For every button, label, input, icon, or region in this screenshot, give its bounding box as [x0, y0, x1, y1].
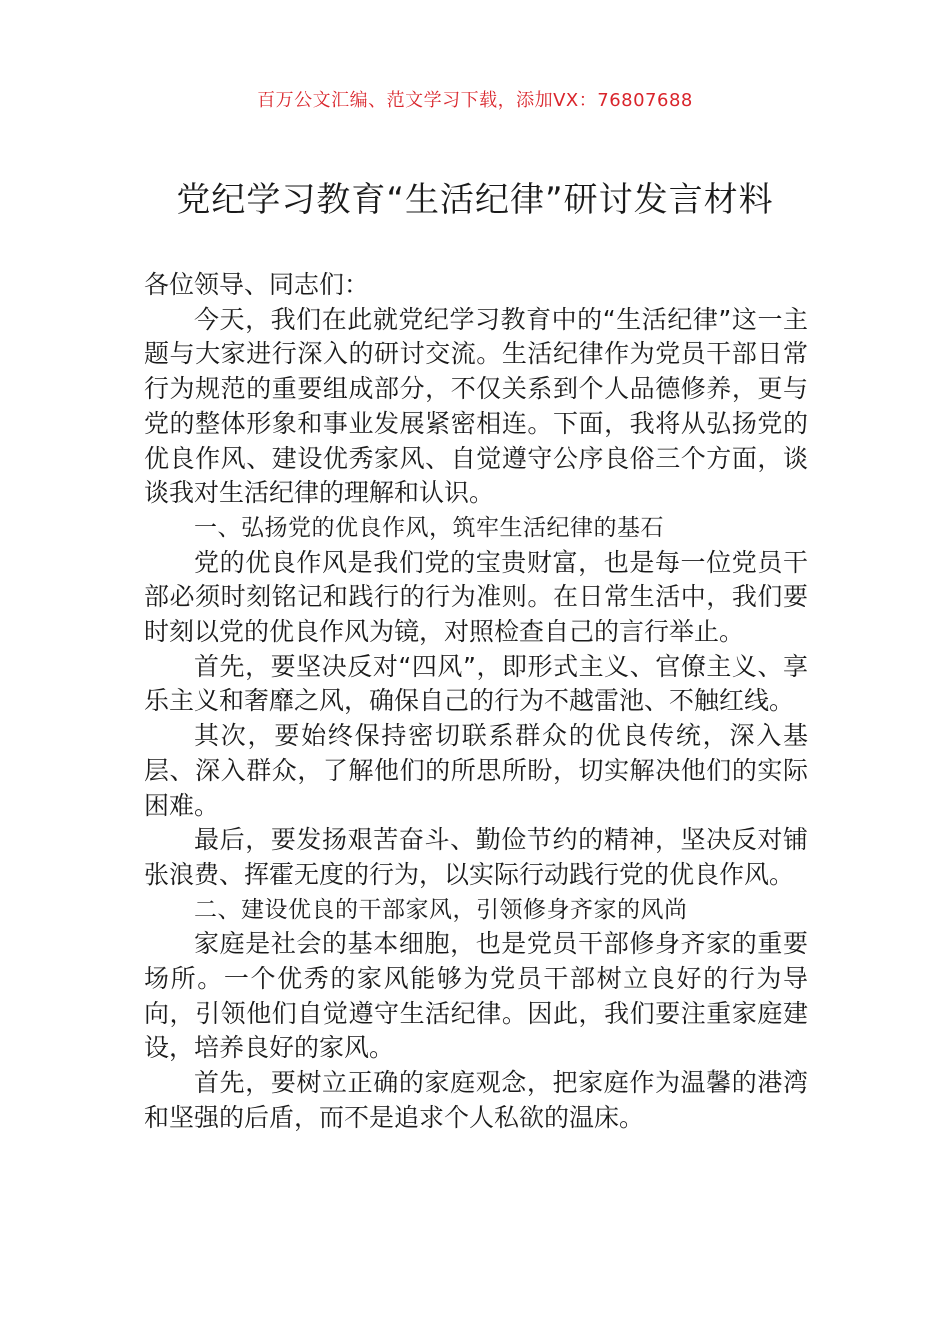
paragraph-intro: 今天，我们在此就党纪学习教育中的“生活纪律”这一主题与大家进行深入的研讨交流。生活纪律作为党员干部日常行为规范的重要组成部分，不仅关系到个人品德修养，更与党的整体形象和事业发展紧密相连。下面，我将从弘扬党的优良作风、建设优秀家风、自觉遵守公序良俗三个方面，谈谈我对生活纪律的理解和认识。 [144, 304, 808, 508]
paragraph: 首先，要树立正确的家庭观念，把家庭作为温馨的港湾和坚强的后盾，而不是追求个人私欲的温床。 [144, 1068, 808, 1132]
document-body [144, 268, 808, 1136]
paragraph: 家庭是社会的基本细胞，也是党员干部修身齐家的重要场所。一个优秀的家风能够为党员干部树立良好的行为导向，引领他们自觉遵守生活纪律。因此，我们要注重家庭建设，培养良好的家风。 [144, 929, 808, 1063]
paragraph: 其次，要始终保持密切联系群众的优良传统，深入基层、深入群众，了解他们的所思所盼，切实解决他们的实际困难。 [144, 721, 808, 820]
paragraph: 最后，要发扬艰苦奋斗、勤俭节约的精神，坚决反对铺张浪费、挥霍无度的行为，以实际行动践行党的优良作风。 [144, 825, 808, 889]
paragraph: 党的优良作风是我们党的宝贵财富，也是每一位党员干部必须时刻铭记和践行的行为准则。在日常生活中，我们要时刻以党的优良作风为镜，对照检查自己的言行举止。 [144, 547, 808, 647]
paragraph: 首先，要坚决反对“四风”，即形式主义、官僚主义、享乐主义和奢靡之风，确保自己的行为不越雷池、不触红线。 [144, 651, 808, 716]
salutation: 各位领导、同志们： [144, 270, 370, 299]
page-title: 党纪学习教育“生活纪律”研讨发言材料 [176, 180, 774, 220]
section-heading-1: 一、弘扬党的优良作风，筑牢生活纪律的基石 [194, 514, 664, 541]
section-heading-2: 二、建设优良的干部家风，引领修身齐家的风尚 [194, 896, 688, 923]
header-banner: 百万公文汇编、范文学习下载，添加VX：76807688 [257, 90, 693, 111]
